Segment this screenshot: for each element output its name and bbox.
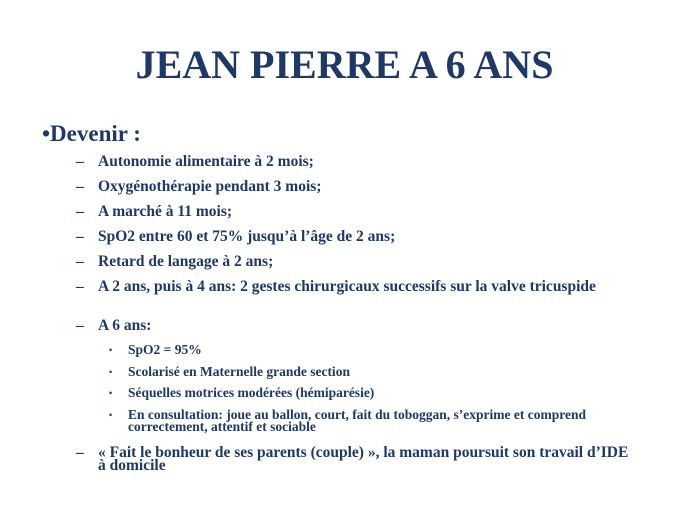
bullet-marker: • [109,367,113,377]
bullet-marker: • [109,388,113,398]
bullet-marker: • [109,345,113,355]
list-item-text: A 2 ans, puis à 4 ans: 2 gestes chirurgicaux successifs sur la valve tricuspide [98,278,596,295]
sub-list-item-text: En consultation: joue au ballon, court, fait du toboggan, s’exprime et comprend correctement, attentif et sociable [128,407,587,434]
section-heading: •Devenir : [42,121,141,146]
slide-title: JEAN PIERRE A 6 ANS [135,42,554,87]
dash-marker: – [76,228,84,245]
list-item-text: « Fait le bonheur de ses parents (couple) », la maman poursuit son travail d’IDE à domicile [98,444,629,474]
dash-marker: – [76,253,84,270]
dash-marker: – [76,178,84,195]
list-item-text: A 6 ans: [98,317,152,334]
bullet-marker: • [109,410,113,420]
dash-marker: – [76,444,84,461]
dash-marker: – [76,317,84,334]
list-item-text: Autonomie alimentaire à 2 mois; [98,153,314,170]
sub-list-item-text: SpO2 = 95% [128,342,202,357]
dash-marker: – [76,203,84,220]
dash-marker: – [76,278,84,295]
sub-list-item-text: Séquelles motrices modérées (hémiparésie) [128,385,375,400]
list-item-text: Retard de langage à 2 ans; [98,253,274,270]
list-item-text: SpO2 entre 60 et 75% jusqu’à l’âge de 2 ans; [98,228,396,245]
dash-marker: – [76,153,84,170]
list-item-text: A marché à 11 mois; [98,203,233,220]
list-item-text: Oxygénothérapie pendant 3 mois; [98,178,322,195]
sub-list-item-text: Scolarisé en Maternelle grande section [128,364,350,379]
